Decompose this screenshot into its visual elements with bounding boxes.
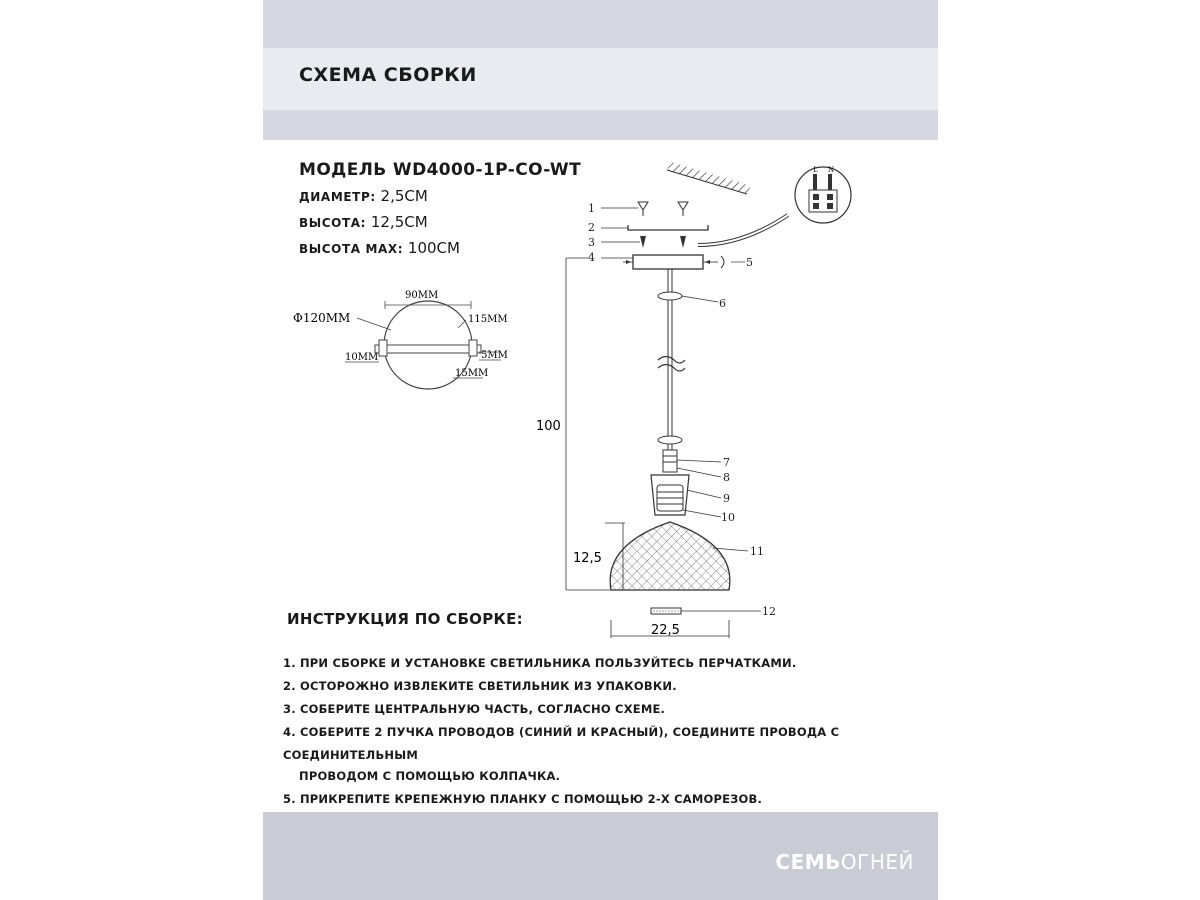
page-title: СХЕМА СБОРКИ (299, 64, 477, 86)
spec-height-label: ВЫСОТА: (299, 216, 367, 230)
part-number-11: 11 (750, 545, 764, 558)
part-number-3: 3 (588, 236, 595, 249)
spec-height-value: 12,5СМ (370, 213, 428, 231)
model-name: МОДЕЛЬ WD4000-1P-CO-WT (299, 160, 582, 180)
instruction-step-4-line2: ПРОВОДОМ С ПОМОЩЬЮ КОЛПАЧКА. (299, 769, 561, 783)
spec-height-max (299, 239, 460, 257)
part-number-12: 12 (762, 605, 776, 618)
instruction-step-5: 5. ПРИКРЕПИТЕ КРЕПЕЖНУЮ ПЛАНКУ С ПОМОЩЬЮ 2-Х САМОРЕЗОВ. (283, 792, 763, 806)
part-number-7: 7 (723, 456, 730, 469)
dimension-shade-height-label: 12,5 (573, 551, 602, 566)
spec-diameter-label: ДИАМЕТР: (299, 190, 376, 204)
screw-anchors (638, 202, 688, 216)
part-number-2: 2 (588, 221, 595, 234)
canopy (633, 255, 703, 269)
part-number-9: 9 (723, 492, 730, 505)
dimension-shade-width-label: 22,5 (651, 623, 680, 638)
instruction-step-1: 1. ПРИ СБОРКЕ И УСТАНОВКЕ СВЕТИЛЬНИКА ПОЛЬЗУЙТЕСЬ ПЕРЧАТКАМИ. (283, 656, 797, 670)
wire-label-l: L (813, 166, 818, 174)
mount-left-gap-label: 10MM (345, 352, 379, 363)
dimension-total-height-label: 100 (536, 419, 561, 434)
assembly-drawing (533, 150, 863, 640)
instruction-sheet (263, 0, 938, 900)
mount-side-label: 115MM (468, 314, 508, 325)
spec-height (299, 213, 428, 231)
brand-light: ОГНЕЙ (840, 850, 914, 874)
instruction-step-4 (283, 721, 933, 788)
part-number-4: 4 (588, 251, 595, 264)
part-number-10: 10 (721, 511, 735, 524)
part-number-8: 8 (723, 471, 730, 484)
brand-bold: СЕМЬ (775, 850, 841, 874)
instructions-heading: ИНСТРУКЦИЯ ПО СБОРКЕ: (287, 610, 523, 628)
spec-diameter (299, 187, 428, 205)
part-number-1: 1 (588, 202, 595, 215)
mount-right-gap-label: 5MM (481, 350, 508, 361)
instruction-step-4-line1: 4. СОБЕРИТЕ 2 ПУЧКА ПРОВОДОВ (СИНИЙ И КРАСНЫЙ), СОЕДИНИТЕ ПРОВОДА С СОЕДИНИТЕЛЬНЫМ (283, 725, 840, 762)
dimension-total-height (566, 258, 611, 590)
instruction-step-3: 3. СОБЕРИТЕ ЦЕНТРАЛЬНУЮ ЧАСТЬ, СОГЛАСНО СХЕМЕ. (283, 702, 666, 716)
mount-bottom-gap-label: 15MM (455, 368, 489, 379)
wire-label-n: N (828, 166, 835, 174)
part-number-6: 6 (719, 297, 726, 310)
part-number-5: 5 (746, 256, 753, 269)
brand-logo (775, 850, 914, 874)
mount-dimension-drawing (283, 280, 513, 410)
terminal-block-detail (795, 166, 851, 223)
mount-width-label: 90MM (405, 290, 439, 301)
spec-height-max-label: ВЫСОТА MAX: (299, 242, 404, 256)
spec-diameter-value: 2,5СМ (380, 187, 428, 205)
lamp-shade (610, 522, 730, 590)
mount-diameter-label: Φ120MM (293, 311, 351, 325)
ceiling-hatch (667, 162, 751, 194)
instruction-step-2: 2. ОСТОРОЖНО ИЗВЛЕКИТЕ СВЕТИЛЬНИК ИЗ УПАКОВКИ. (283, 679, 677, 693)
spec-height-max-value: 100СМ (407, 239, 460, 257)
